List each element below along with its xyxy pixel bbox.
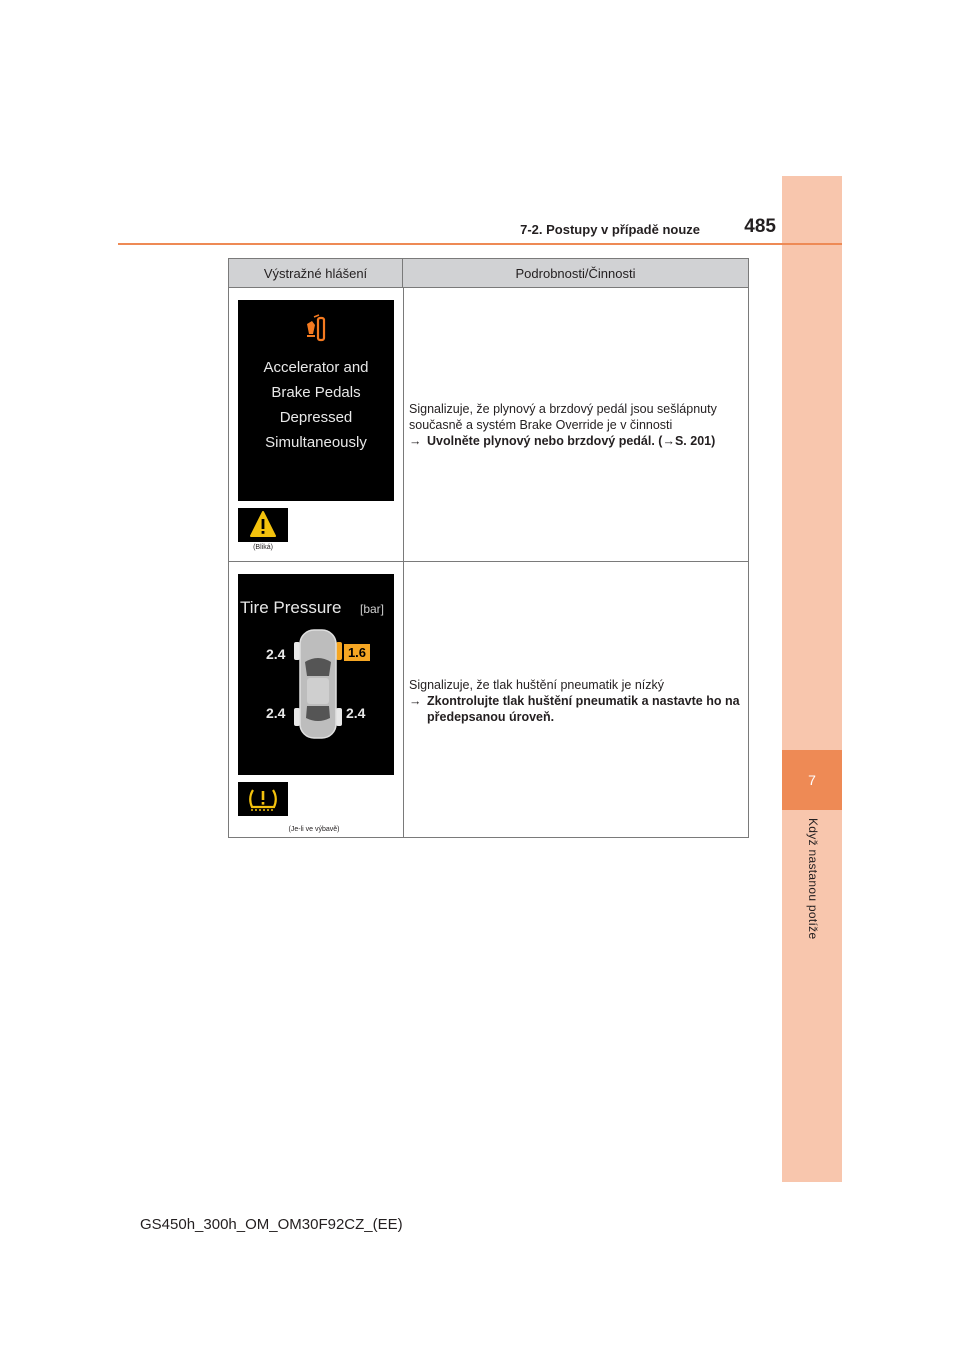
multi-info-display-pedals	[238, 300, 394, 501]
chapter-title: Když nastanou potíže	[806, 818, 820, 940]
icon-note: (Je-li ve výbavě)	[288, 826, 340, 833]
tire-rear-left-value: 2.4	[266, 705, 286, 721]
description-line: současně a systém Brake Override je v činnosti	[409, 418, 673, 432]
page-number: 485	[744, 216, 776, 237]
header-row-divider	[229, 287, 748, 288]
row-description	[409, 401, 744, 449]
description-line: Signalizuje, že tlak huštění pneumatik je nízký	[409, 678, 664, 692]
manual-code: GS450h_300h_OM_OM30F92CZ_(EE)	[140, 1216, 403, 1233]
display-line: Brake Pedals	[271, 384, 361, 401]
tire-rear-right-value: 2.4	[346, 705, 366, 721]
tire-front-right-value: 1.6	[344, 644, 370, 661]
warning-triangle-icon	[238, 508, 288, 542]
column-header-warning: Výstražné hlášení	[229, 259, 403, 287]
action-text: předepsanou úroveň.	[427, 710, 555, 724]
row-divider	[229, 561, 748, 562]
brake-override-icon	[301, 314, 331, 344]
multi-info-display-tire-pressure	[238, 574, 394, 775]
column-header-details: Podrobnosti/Činnosti	[403, 259, 748, 287]
master-warning-light	[238, 508, 288, 542]
arrow-icon: →	[409, 694, 422, 708]
display-message	[238, 355, 394, 455]
action-line	[409, 433, 744, 449]
action-text: Zkontrolujte tlak huštění pneumatik a nastavte ho na	[427, 694, 740, 708]
header-divider	[118, 243, 842, 245]
action-text: Uvolněte plynový nebo brzdový pedál. (→S. 201)	[427, 434, 716, 448]
column-divider	[403, 287, 404, 837]
chapter-number: 7	[782, 750, 842, 810]
description-line: Signalizuje, že plynový a brzdový pedál jsou sešlápnuty	[409, 402, 717, 416]
action-line	[409, 693, 744, 709]
row-description	[409, 677, 744, 725]
display-line: Accelerator and	[263, 359, 369, 376]
icon-note: (Bliká)	[253, 544, 273, 551]
tire-pressure-warning-icon	[238, 782, 288, 816]
warning-table	[228, 258, 749, 838]
pressure-unit: [bar]	[360, 602, 385, 616]
arrow-icon: →	[409, 434, 422, 448]
display-line: Simultaneously	[265, 434, 367, 451]
car-top-view-icon	[290, 626, 346, 742]
display-line: Depressed	[279, 409, 353, 426]
tire-pressure-title: Tire Pressure	[240, 598, 342, 617]
section-title: 7-2. Postupy v případě nouze	[520, 222, 700, 237]
tire-front-left-value: 2.4	[266, 646, 286, 662]
chapter-side-tab	[782, 176, 842, 1182]
tire-pressure-warning-light	[238, 782, 288, 816]
